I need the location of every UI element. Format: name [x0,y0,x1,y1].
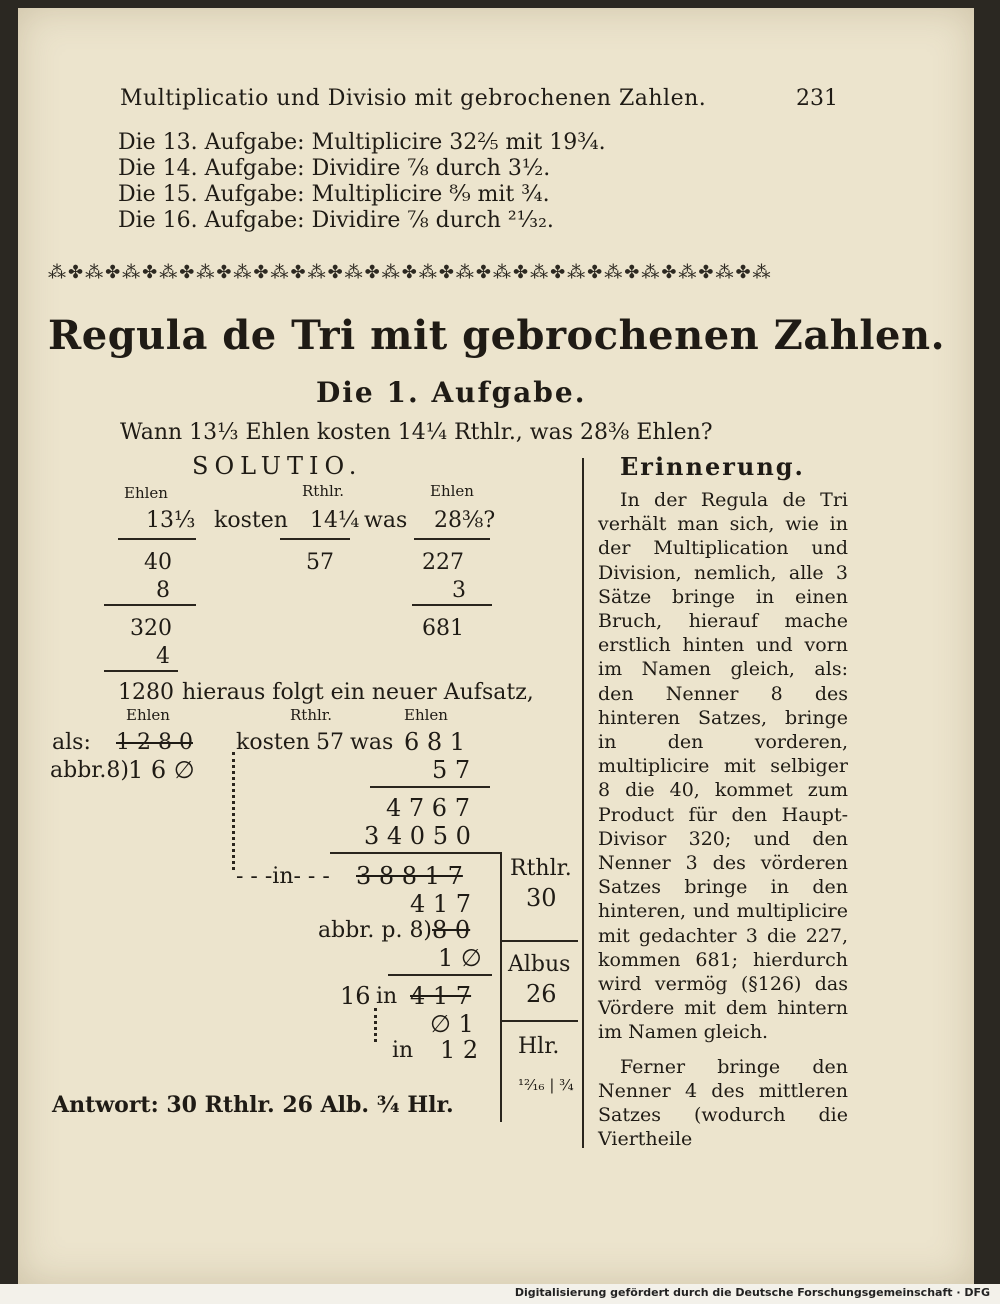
word-was-2: was [350,730,394,755]
reminder-heading: Erinnerung. [620,452,805,481]
answer-line: Antwort: 30 Rthlr. 26 Alb. ¾ Hlr. [52,1092,454,1118]
result-column-rule [500,852,502,1122]
solutio-heading: SOLUTIO. [192,452,363,480]
column-divider [582,458,584,1148]
dotted-connector-2 [374,1008,377,1042]
dotted-connector-1 [232,752,235,870]
value-681-b: 6 8 1 [404,728,466,756]
rule-2a [104,604,196,606]
word-kosten: kosten [214,508,288,533]
unit-ehlen-4: Ehlen [404,706,448,724]
value-13-1-3: 13⅓ [146,508,196,533]
task-14: Die 14. Aufgabe: Dividire ⅞ durch 3½. [118,156,551,181]
section-title: Regula de Tri mit gebrochenen Zahlen. [48,312,946,359]
value-8: 8 [156,578,170,603]
rule-3a [104,670,178,672]
value-1280-struck: 1 2 8 0 [116,730,193,755]
value-227: 227 [422,550,464,575]
reminder-paragraph-1: In der Regula de Tri verhält man sich, wie in der Multiplication und Division, nemlich, alle 3 Sätze bringe in einen Bruch, hierauf mache erstlich hinten und vorn im Namen gleich, als: den Nenner 8 des hinteren Satzes, bringe in den vorderen, multiplicire mit selbiger 8 die 40, kommet zum Product für den Haupt-Divisor 320; und den Nenner 3 des vörderen Satzes bringe in den hinteren, und multiplicire mit gedachter 3 die 227, kommen 681; hierdurch wird vermög (§126) das Vördere mit dem hintern im Namen gleich. [598,489,848,1044]
value-681: 681 [422,616,464,641]
unit-ehlen-3: Ehlen [126,706,170,724]
word-was: was [364,508,408,533]
value-320: 320 [130,616,172,641]
value-3: 3 [452,578,466,603]
value-160: 1 6 ∅ [128,756,195,784]
value-10: 1 ∅ [438,944,482,972]
value-28-3-8: 28⅜? [434,508,496,533]
question-text: Wann 13⅓ Ehlen kosten 14¼ Rthlr., was 28⅜ Ehlen? [120,420,713,445]
value-40: 40 [144,550,172,575]
value-26: 26 [526,980,557,1008]
label-als: als: [52,730,91,755]
value-34050: 3 4 0 5 0 [364,822,471,850]
unit-ehlen-2: Ehlen [430,482,474,500]
task-15: Die 15. Aufgabe: Multiplicire ⁸⁄₉ mit ¾. [118,182,550,207]
text-in-2: in [376,984,398,1009]
value-57-b: 57 [316,730,344,755]
task-heading: Die 1. Aufgabe. [316,376,587,409]
label-albus: Albus [508,952,571,977]
rule-div [388,974,492,976]
unit-rthlr-2: Rthlr. [290,706,333,724]
scan-border-right [974,0,1000,1304]
value-4: 4 [156,644,170,669]
value-38817: 3 8 8 1 7 [356,862,463,890]
unit-ehlen-1: Ehlen [124,484,168,502]
value-12: 1 2 [440,1036,479,1064]
rule-1a [118,538,196,540]
value-hlr-fraction: ¹²⁄₁₆ | ¾ [518,1076,574,1094]
value-4767: 4 7 6 7 [386,794,470,822]
value-01: ∅ 1 [430,1010,474,1038]
text-in-3: in [392,1038,414,1063]
label-abbr-p8: abbr. p. 8) [318,918,433,943]
label-rthlr: Rthlr. [510,856,572,881]
scan-border-left [0,0,18,1304]
label-abbr8: abbr.8) [50,758,129,783]
new-setup-text: hieraus folgt ein neuer Aufsatz, [182,680,534,705]
value-80: 8 0 [432,916,471,944]
rule-2c [412,604,492,606]
page-number: 231 [796,86,838,111]
value-1280: 1280 [118,680,174,705]
value-16: 16 [340,982,371,1010]
value-14-1-4: 14¼ [310,508,360,533]
task-16: Die 16. Aufgabe: Dividire ⅞ durch ²¹⁄₃₂. [118,208,554,233]
reminder-body [598,488,848,1151]
rule-side-2 [502,1020,578,1022]
funding-footer: Digitalisierung gefördert durch die Deutsche Forschungsgemeinschaft · DFG [514,1286,990,1299]
value-30: 30 [526,884,557,912]
task-13: Die 13. Aufgabe: Multiplicire 32⅖ mit 19¾. [118,130,606,155]
value-417: 4 1 7 [410,890,472,918]
value-57: 57 [306,550,334,575]
value-57-mult: 5 7 [432,756,471,784]
unit-rthlr-1: Rthlr. [302,482,345,500]
text-in-1: - - -in- - - [236,864,330,889]
rule-side-1 [502,940,578,942]
running-title: Multiplicatio und Divisio mit gebrochenen Zahlen. [120,86,707,111]
label-hlr: Hlr. [518,1034,560,1059]
rule-1b [280,538,350,540]
scan-border-top [0,0,1000,8]
rule-1c [414,538,490,540]
reminder-paragraph-2: Ferner bringe den Nenner 4 des mittleren Satzes (wodurch die Viertheile [598,1055,848,1151]
rule-sum [330,852,500,854]
rule-mult [370,786,490,788]
value-417-b: 4 1 7 [410,982,472,1010]
ornament-divider: ⁂✤⁂✤⁂✤⁂✤⁂✤⁂✤⁂✤⁂✤⁂✤⁂✤⁂✤⁂✤⁂✤⁂✤⁂✤⁂✤⁂✤⁂✤⁂✤⁂ [48,262,773,283]
word-kosten-2: kosten [236,730,310,755]
